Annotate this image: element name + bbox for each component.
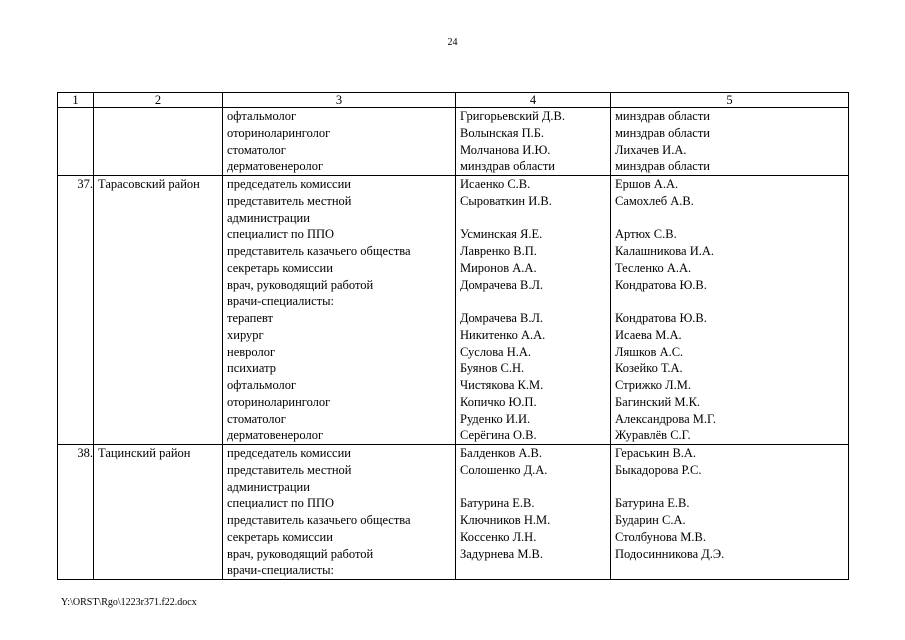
member-name: Балденков А.В. [460, 446, 543, 460]
member-name: Григорьевский Д.В. [460, 109, 566, 123]
reserve-name: Столбунова М.В. [615, 529, 706, 544]
member-cell [456, 108, 611, 176]
role-line: врачи-специалисты: [227, 294, 334, 309]
reserve-name: Журавлёв С.Г. [615, 428, 691, 443]
member-name: минздрав области [460, 159, 555, 174]
reserve-name: Тесленко А.А. [615, 260, 692, 275]
member-name: Руденко И.И. [460, 411, 531, 426]
reserve-name: Ершов А.А. [615, 177, 679, 191]
reserve-cell [611, 176, 849, 445]
member-name: Волынская П.Б. [460, 125, 545, 140]
role-line: стоматолог [227, 142, 286, 157]
column-header: 2 [94, 93, 223, 108]
reserve-name: Лихачев И.А. [615, 142, 687, 157]
member-name [460, 293, 610, 310]
role-line: председатель комиссии [227, 446, 351, 460]
reserve-name: минздрав области [615, 125, 710, 140]
role-line: стоматолог [227, 411, 286, 426]
role-line: дерматовенеролог [227, 159, 324, 174]
role-line: представитель казачьего общества [227, 244, 411, 258]
role-line: врач, руководящий работой [227, 546, 374, 561]
member-name: Серёгина О.В. [460, 428, 537, 443]
column-number-row [58, 93, 849, 108]
role-line: хирург [227, 327, 264, 342]
reserve-name: минздрав области [615, 109, 710, 123]
reserve-name: Быкадорова Р.С. [615, 462, 702, 477]
commission-table [57, 92, 849, 580]
table-row [58, 108, 849, 176]
role-line: офтальмолог [227, 378, 297, 392]
role-line: секретарь комиссии [227, 260, 333, 275]
member-name: Копичко Ю.П. [460, 394, 537, 409]
row-number [58, 108, 94, 176]
role-cell [223, 176, 456, 445]
role-line: терапевт [227, 311, 273, 325]
column-header: 5 [611, 93, 849, 108]
role-line: представитель местной [227, 193, 352, 208]
reserve-name: Козейко Т.А. [615, 361, 683, 376]
district-name: Тарасовский район [94, 176, 223, 445]
page-number: 24 [447, 37, 458, 48]
role-line: представитель местной [227, 462, 352, 477]
member-name [460, 210, 610, 227]
role-line: председатель комиссии [227, 177, 351, 191]
role-line: специалист по ППО [227, 496, 335, 511]
reserve-name: Бударин С.А. [615, 513, 686, 527]
reserve-name: Гераськин В.А. [615, 446, 697, 460]
role-line: администрации [227, 479, 310, 494]
column-header: 3 [223, 93, 456, 108]
reserve-name: Ляшков А.С. [615, 344, 684, 359]
file-path: Y:\ORST\Rgo\1223r371.f22.docx [61, 597, 197, 608]
member-name: Миронов А.А. [460, 260, 537, 275]
reserve-name [615, 293, 848, 310]
reserve-name: Кондратова Ю.В. [615, 311, 707, 325]
role-line: врачи-специалисты: [227, 563, 334, 578]
column-header: 4 [456, 93, 611, 108]
role-cell [223, 445, 456, 580]
reserve-name: Александрова М.Г. [615, 411, 716, 426]
reserve-name: Кондратова Ю.В. [615, 277, 707, 292]
member-name: Молчанова И.Ю. [460, 142, 551, 157]
member-name: Буянов С.Н. [460, 361, 525, 376]
role-line: невролог [227, 344, 276, 359]
role-line: оториноларинголог [227, 394, 331, 409]
member-name: Ключников Н.М. [460, 513, 551, 527]
member-name [460, 479, 610, 496]
table-row [58, 445, 849, 580]
member-name [460, 562, 610, 579]
reserve-name: минздрав области [615, 159, 710, 174]
member-cell [456, 176, 611, 445]
role-line: администрации [227, 210, 310, 225]
reserve-name: Подосинникова Д.Э. [615, 546, 725, 561]
member-name: Домрачева В.Л. [460, 277, 544, 292]
role-line: офтальмолог [227, 109, 297, 123]
row-number: 38. [58, 445, 94, 580]
role-line: специалист по ППО [227, 227, 335, 242]
member-cell [456, 445, 611, 580]
role-line: врач, руководящий работой [227, 277, 374, 292]
reserve-name [615, 210, 848, 227]
member-name: Усминская Я.Е. [460, 227, 543, 242]
reserve-name: Артюх С.В. [615, 227, 677, 242]
row-number: 37. [58, 176, 94, 445]
reserve-name: Калашникова И.А. [615, 244, 715, 258]
table-body [58, 108, 849, 580]
reserve-name: Батурина Е.В. [615, 496, 690, 511]
district-name [94, 108, 223, 176]
member-name: Лавренко В.П. [460, 244, 537, 258]
reserve-name: Багинский М.К. [615, 394, 701, 409]
reserve-name [615, 562, 848, 579]
role-line: представитель казачьего общества [227, 513, 411, 527]
member-name: Батурина Е.В. [460, 496, 535, 511]
member-name: Солошенко Д.А. [460, 462, 548, 477]
role-line: секретарь комиссии [227, 529, 333, 544]
table-row [58, 176, 849, 445]
reserve-name: Самохлеб А.В. [615, 193, 694, 208]
reserve-name: Исаева М.А. [615, 327, 682, 342]
role-line: оториноларинголог [227, 125, 331, 140]
reserve-cell [611, 108, 849, 176]
role-line: психиатр [227, 361, 276, 376]
member-name: Задурнева М.В. [460, 546, 544, 561]
reserve-name: Стрижко Л.М. [615, 378, 692, 392]
member-name: Исаенко С.В. [460, 177, 531, 191]
member-name: Сыроваткин И.В. [460, 193, 552, 208]
member-name: Домрачева В.Л. [460, 311, 544, 325]
district-name: Тацинский район [94, 445, 223, 580]
role-cell [223, 108, 456, 176]
member-name: Суслова Н.А. [460, 344, 532, 359]
column-header: 1 [58, 93, 94, 108]
reserve-cell [611, 445, 849, 580]
member-name: Коссенко Л.Н. [460, 529, 537, 544]
role-line: дерматовенеролог [227, 428, 324, 443]
member-name: Чистякова К.М. [460, 378, 544, 392]
reserve-name [615, 479, 848, 496]
member-name: Никитенко А.А. [460, 327, 546, 342]
